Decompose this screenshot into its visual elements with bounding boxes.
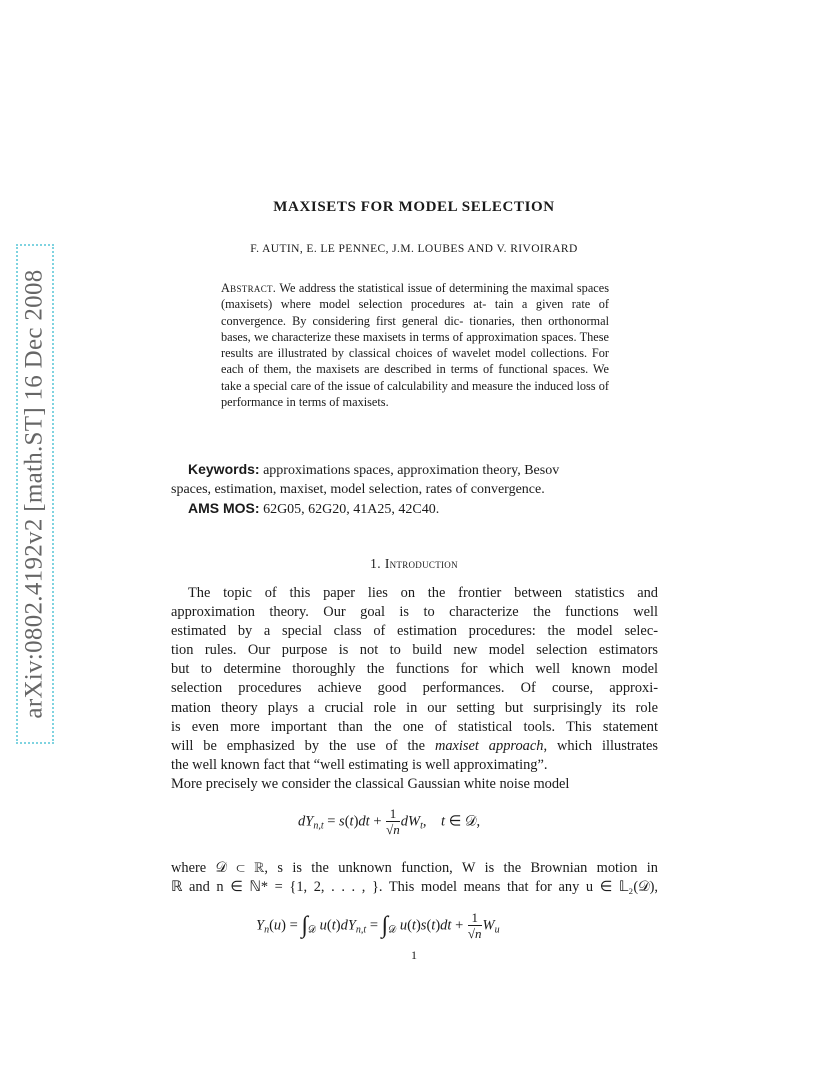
keywords-line: [171, 460, 659, 480]
paper-title: MAXISETS FOR MODEL SELECTION: [273, 199, 555, 215]
after-line: ℝ and n ∈ ℕ* = {1, 2, . . . , }. This model means that for any u ∈ 𝕃₂(𝒟),: [171, 879, 658, 896]
intro-text: , which illustrates: [543, 737, 658, 754]
maxiset-approach-emphasis: maxiset approach: [434, 737, 544, 754]
section-heading: [170, 556, 658, 572]
intro-line: approximation theory. Our goal is to characterize the functions well: [171, 604, 658, 621]
arxiv-stamp: [16, 244, 54, 744]
intro-line: [171, 737, 658, 756]
section-title: Introduction: [384, 556, 458, 571]
intro-paragraph: [171, 584, 658, 794]
abstract-line: in terms of approximation spaces. These results are illustrated by: [221, 329, 609, 361]
abstract-line: tionaries, then orthonormal bases, we characterize these maxisets: [221, 313, 609, 344]
intro-line: tion rules. Our purpose is not to build new model selection estimators: [171, 642, 658, 659]
keywords-line: spaces, estimation, maxiset, model selection, rates of convergence.: [171, 482, 545, 497]
after-paragraph: [171, 859, 658, 897]
paper-authors: F. AUTIN, E. LE PENNEC, J.M. LOUBES AND V. RIVOIRARD: [250, 243, 578, 255]
keywords-label: Keywords:: [188, 461, 260, 477]
section-number: 1.: [370, 556, 382, 571]
keywords-block: [171, 460, 659, 519]
intro-line: estimated by a special class of estimation procedures: the model selec-: [171, 623, 658, 640]
abstract-line: loss of performance in terms of maxisets.: [221, 378, 609, 410]
intro-text: will be emphasized by the use of the: [171, 737, 435, 754]
equation-white-noise-model: $dY_{n,t} = s(t)dt$ + $\frac{1}{√n}$ $dW_t$, t ∈ 𝒟,: [298, 806, 481, 837]
abstract-line: the maxisets are described in terms of functional spaces. We take: [221, 362, 610, 393]
intro-line: is even more important than the one of statistical tools. This statement: [171, 718, 658, 735]
abstract: [221, 280, 609, 410]
abstract-line: maximal spaces (maxisets) where model selection procedures at-: [221, 281, 609, 312]
keywords-text: approximations spaces, approximation theory, Besov: [259, 463, 560, 478]
equation-observation: $Y_n(u) = \int_𝒟$ $u(t)dY_{n,t} = \int_𝒟$ u(t)s(t)dt + $\frac{1}{√n}$ $W_u$: [256, 910, 500, 941]
intro-line: but to determine thoroughly the functions for which well known model: [171, 661, 658, 678]
abstract-line: classical choices of wavelet model collections. For each of them,: [221, 346, 609, 377]
page-number: 1: [411, 948, 417, 962]
intro-line: the well known fact that “well estimating is well approximating”.: [171, 756, 548, 773]
ams-label: AMS MOS:: [188, 500, 260, 516]
ams-text: 62G05, 62G20, 41A25, 42C40.: [259, 502, 440, 517]
abstract-line: a special care of the issue of calculability and measure the induced: [244, 378, 574, 393]
ams-line: [171, 499, 659, 519]
after-line: where 𝒟 ⊂ ℝ, s is the unknown function, W is the Brownian motion in: [171, 860, 658, 876]
abstract-line: tain a given rate of convergence. By considering first general dic-: [221, 297, 610, 328]
intro-line: More precisely we consider the classical Gaussian white noise model: [171, 775, 570, 792]
abstract-line: We address the statistical issue of determining the: [276, 281, 528, 295]
abstract-label: Abstract.: [221, 281, 277, 295]
intro-line: mation theory plays a crucial role in our setting but surprisingly its role: [171, 699, 658, 716]
intro-line: The topic of this paper lies on the frontier between statistics and: [188, 585, 658, 601]
intro-line: selection procedures achieve good performances. Of course, approxi-: [171, 680, 658, 697]
arxiv-stamp-text: arXiv:0802.4192v2 [math.ST] 16 Dec 2008: [21, 269, 49, 719]
